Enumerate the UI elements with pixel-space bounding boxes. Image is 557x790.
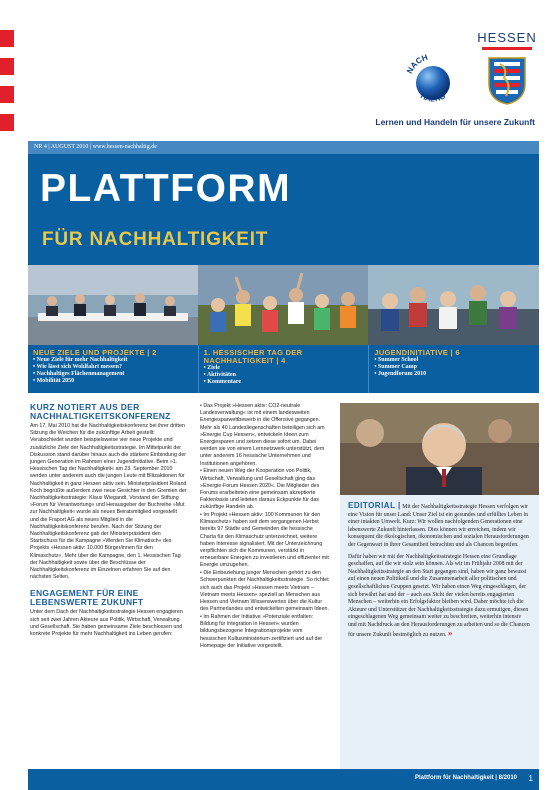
teaser-bar	[28, 345, 539, 393]
article-body: Am 17. Mai 2010 hat die Nachhaltigkeitskonferenz bei ihrer dritten Sitzung die Weichen für die zukünftige Arbeit gestellt: Verabschiedet wurden beispielsweise vier neue Projekte und zusätzliche Ziele der Nachhaltigkeitsstrategie. Im Mittelpunkt der Diskussion stand darüber hinaus auch die stärkere Einbindung der jungen Generation im Rahmen einer Jugendinitiative. Beim »1. Hessischen Tag der Nachhaltigkeit« am 23. September 2010 werden unter anderem auch die jungen Leute mit Blitzaktionen für Nachhaltigkeit in ganz Hessen aktiv sein. Ministerpräsident Roland Koch begrüßte außerdem zwei neue Gesichter in den Gremien der Nachhaltigkeitsstrategie: Klaus Wiegandt, Vorstand der Stiftung »Forum für Verantwortung« und Herausgeber der Buchreihe »Mut zur Nachhaltigkeit« wurde als neues Beiratsmitglied vorgestellt und die Fraport AG als neues Mitglied in die Nachhaltigkeitskonferenz berufen. Nach der Sitzung der Nachhaltigkeitskonferenz gab der Ministerpräsident den Startschuss für die Kampagne »Werden Sie Klimatisch« des Projekts »Hessen aktiv: 10.000 Bürger/innen für den Klimaschutz«. Mehr über die Kampagne, den 1. Hessischen Tag der Nachhaltigkeit sowie über die Beschlüsse der Nachhaltigkeitskonferenz im Einzelnen erfahren Sie auf den nächsten Seiten.	[30, 423, 187, 581]
editorial-text: Dafür haben wir mit der Nachhaltigkeitsstrategie Hessen eine Grundlage geschaffen, auf die wir stolz sein können. Als wir im Frühjahr 2008 mit der Nachhaltigkeitsstrategie an den Start gegangen sind, haben wir ganz bewusst auf einen neuen Politikstil und die Zusammenarbeit aller politischen und gesellschaftlichen Gruppen gesetzt. Wir haben einen Weg eingeschlagen, der sich bewährt hat und der – auch aus Sicht der vielen bereits engagierten Menschen – weiterhin ein Erfolgsfaktor bleiben wird. Daher möchte ich die Akteure und Unterstützer der Nachhaltigkeitsstrategie dazu ermutigen, diesen eingeschlagenen Weg gemeinsam weiter zu beschreiten, weiterhin intensiv und mit Nachdruck an den Herausforderungen zu arbeiten und so die Chancen für unsere Zukunft bestmöglich zu nutzen.	[348, 553, 530, 638]
teaser-item: • Summer Camp	[374, 364, 417, 370]
article-body: Unter dem Dach der Nachhaltigkeitsstrategie Hessen engagieren sich seit zwei Jahren Akteure aus Politik, Wirtschaft, Verwaltung und Gesellschaft. Sie haben gemeinsame Ziele beschlossen und konkrete Projekte für mehr Nachhaltigkeit ins Leben gerufen:	[30, 609, 183, 638]
teaser-item: • Nachhaltiges Flächenmanagement	[33, 371, 125, 377]
tagline: Lernen und Handeln für unsere Zukunft	[375, 117, 535, 127]
decorative-red-squares	[0, 30, 14, 142]
bullet-paragraph: • Das Projekt »Hessen aktiv: CO2-neutrale Landesverwaltung« ist mit einem landesweiten Energiesparwettbewerb in die Offensive gegangen. Mehr als 40 Landesliegenschaften beteiligen sich am »Energie Cup Hessen«, entwickeln Ideen zum Energiesparen und setzen diese sofort um. Dabei werden sie von einem Lernnetzwerk unterstützt, dem unter anderem 16 hessische Unternehmen und Institutionen angehören.	[200, 403, 325, 467]
bullet-paragraph: • Einen neuen Weg der Kooperation von Politik, Wirtschaft, Verwaltung und Gesellschaft ging das »Energie-Forum Hessen 2020«. Die Mitglieder des Forums erarbeiteten eine gemeinsam akzeptierte Faktenbasis und leiteten daraus Eckpunkte für das zukünftige Handeln ab.	[200, 468, 320, 511]
editorial-box	[340, 495, 539, 769]
hessen-crest	[476, 30, 538, 111]
teaser-item: • Kommentare	[203, 379, 242, 385]
editorial-para-2	[348, 554, 531, 640]
teaser-item: • Mobilität 2050	[33, 378, 75, 384]
teaser-item: • Ziele	[203, 365, 220, 371]
article-heading: ENGAGEMENT FÜR EINE LEBENSWERTE ZUKUNFT	[30, 588, 144, 608]
youth-group-photo	[368, 265, 539, 345]
editorial-label: EDITORIAL |	[348, 501, 401, 510]
page-number: 1	[528, 774, 533, 783]
article-heading: KURZ NOTIERT AUS DER NACHHALTIGKEITSKONFERENZ	[30, 402, 171, 421]
bullet-paragraph: • Die Einbeziehung junger Menschen gehört zu den Schwerpunkten der Nachhaltigkeitsstrategie. So richtet sich auch das Projekt »Hessen meets Vietnam – Vietnam meets Hessen« speziell an Menschen aus Hessen und Vietnam Wissenswertes über die Kultur des Partnerlandes und entwickelten gemeinsam Ideen.	[200, 570, 329, 613]
photo-strip	[28, 265, 539, 345]
teaser-heading: NEUE ZIELE UND PROJEKTE | 2	[33, 348, 157, 357]
red-square	[0, 114, 14, 131]
teaser-item: • Summer School	[374, 357, 419, 363]
hessen-rule	[482, 47, 532, 50]
red-square	[0, 58, 14, 75]
editorial-para-1	[348, 502, 531, 550]
teaser-column[interactable]	[28, 345, 199, 393]
nachhaltig-logo	[398, 46, 468, 116]
bullet-paragraph: • Im Rahmen der Initiative »Potenziale entfalten: Bildung für Integration in Hessen« wurden bildungsbezogene Integrationsprojekte vom hessischen Kultusministerium zertifiziert und auf der Homepage der Initiative vorgestellt.	[200, 613, 323, 649]
title-line-2: FÜR NACHHALTIGKEIT	[42, 229, 269, 250]
teaser-item: • Wie lässt sich Wohlfahrt messen?	[33, 364, 122, 370]
teaser-item: • Aktivitäten	[203, 372, 236, 378]
logo-text-bottom: HALTIG	[419, 91, 447, 104]
footer-text: Plattform für Nachhaltigkeit | 8/2010	[414, 775, 517, 781]
teaser-item: • Neue Ziele für mehr Nachhaltigkeit	[33, 357, 128, 363]
teaser-heading: 1. HESSISCHER TAG DER NACHHALTIGKEIT | 4	[203, 348, 303, 365]
title-line-1: PLATTFORM	[40, 167, 292, 210]
lion-crest-icon	[486, 54, 528, 106]
crowd-photo	[198, 265, 368, 345]
teaser-item: • Jugendforum 2010	[374, 371, 427, 377]
teaser-heading: JUGENDINITIATIVE | 6	[374, 348, 460, 357]
logo-text-top: NACH	[404, 52, 429, 75]
portrait-photo	[340, 403, 539, 495]
conference-photo	[28, 265, 198, 345]
teaser-column[interactable]	[369, 345, 539, 393]
continue-arrow-icon[interactable]: »	[447, 627, 453, 638]
article-column-middle	[200, 403, 330, 650]
issue-line: NR 4 | AUGUST 2010 | www.hessen-nachhaltig.de	[28, 141, 539, 154]
red-square	[0, 86, 14, 103]
article-column-left	[30, 403, 187, 638]
teaser-column[interactable]	[199, 345, 370, 393]
footer-bar	[28, 769, 539, 790]
editorial-text: Mit der Nachhaltigkeitsstrategie Hessen verfolgen wir eine Vision für unser Land: Unser Ziel ist ein gesundes und erfülltes Leben in einer intakten Umwelt. Kurz: Wir wollen nachfolgenden Generationen eine lebenswerte Zukunft hinterlassen. Dies können wir erreichen, indem wir konsequent die ökologischen, ökonomischen und sozialen Herausforderungen der Gegenwart in ihrer Gesamtheit betrachten und als Chancen begreifen.	[348, 504, 529, 548]
bullet-paragraph: • Im Projekt »Hessen aktiv: 100 Kommunen für den Klimaschutz« haben seit dem vergangenen Herbst bereits 97 Städte und Gemeinden die hessische Charta für den Klimaschutz unterzeichnet, weitere haben Interesse signalisiert. Mit der Unterzeichnung verpflichten sich die Kommunen, verstärkt in erneuerbare Energien zu investieren und effizienter mit Energie umzugehen.	[200, 512, 329, 569]
title-band	[28, 141, 539, 265]
red-square	[0, 30, 14, 47]
hessen-wordmark: HESSEN	[477, 30, 537, 45]
